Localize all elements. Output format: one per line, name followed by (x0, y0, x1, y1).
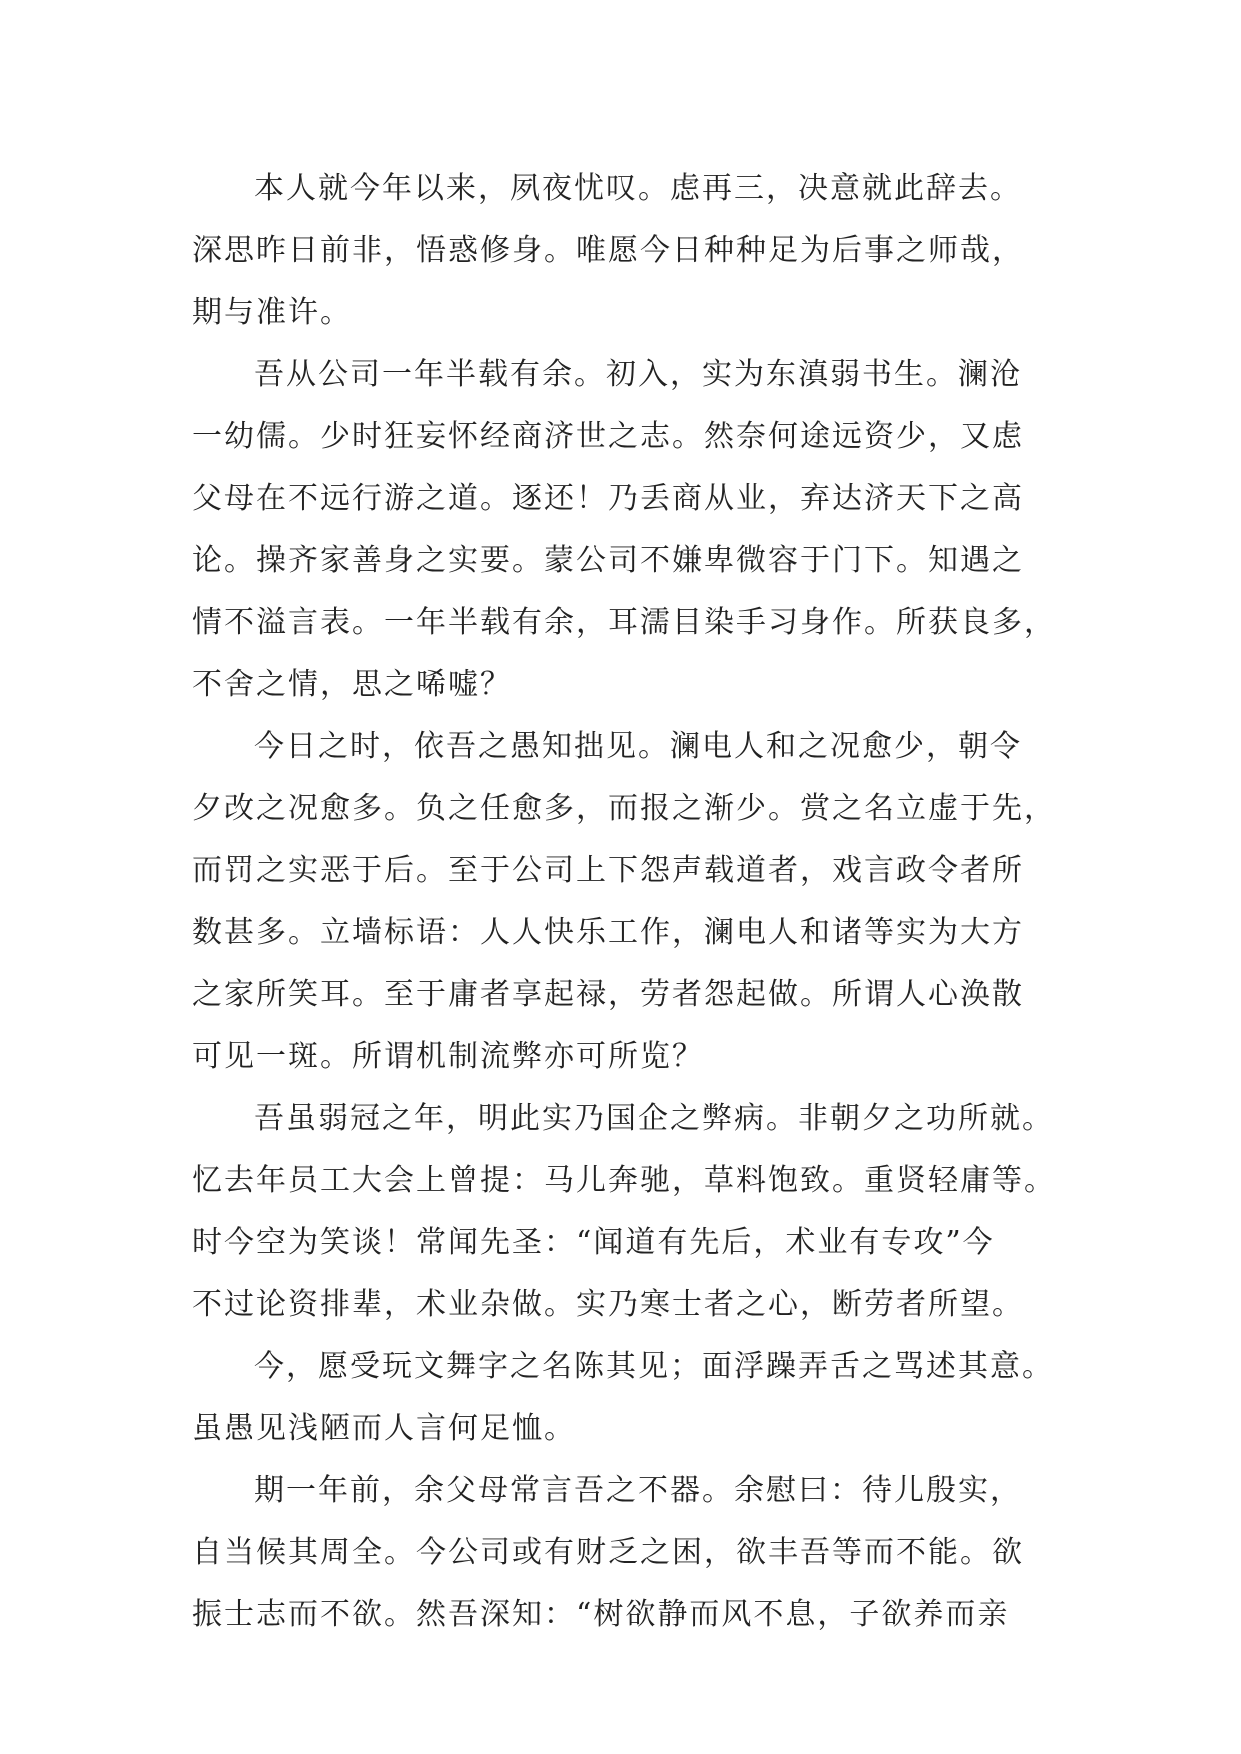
text-line: 深思昨日前非，悟惑修身。唯愿今日种种足为后事之师哉， (192, 233, 1024, 268)
text-line: 不舍之情，思之唏嘘？ (192, 667, 512, 702)
text-line: 期与准许。 (192, 295, 352, 330)
text-line: 吾从公司一年半载有余。初入，实为东滇弱书生。澜沧 (254, 357, 1022, 392)
paragraph-2 (192, 344, 1072, 716)
text-line: 今日之时，依吾之愚知拙见。澜电人和之况愈少，朝令 (254, 729, 1022, 764)
text-line: 振士志而不欲。然吾深知：“树欲静而风不息，子欲养而亲 (192, 1597, 1010, 1632)
text-line: 之家所笑耳。至于庸者享起禄，劳者怨起做。所谓人心涣散 (192, 977, 1024, 1012)
paragraph-5 (192, 1336, 1072, 1460)
text-line: 时今空为笑谈！常闻先圣：“闻道有先后，术业有专攻”今 (192, 1225, 995, 1260)
paragraph-3 (192, 716, 1072, 1088)
text-line: 虽愚见浅陋而人言何足恤。 (192, 1411, 576, 1446)
text-line: 本人就今年以来，夙夜忧叹。虑再三，决意就此辞去。 (254, 171, 1022, 206)
text-line: 父母在不远行游之道。逐还！乃丢商从业，弃达济天下之高 (192, 481, 1024, 516)
text-line: 夕改之况愈多。负之任愈多，而报之渐少。赏之名立虚于先， (192, 791, 1056, 826)
document-body (192, 158, 1072, 1646)
paragraph-6 (192, 1460, 1072, 1646)
text-line: 今，愿受玩文舞字之名陈其见；面浮躁弄舌之骂述其意。 (254, 1349, 1054, 1384)
text-line: 一幼儒。少时狂妄怀经商济世之志。然奈何途远资少，又虑 (192, 419, 1024, 454)
text-line: 自当候其周全。今公司或有财乏之困，欲丰吾等而不能。欲 (192, 1535, 1024, 1570)
text-line: 数甚多。立墙标语：人人快乐工作，澜电人和诸等实为大方 (192, 915, 1024, 950)
text-line: 忆去年员工大会上曾提：马儿奔驰，草料饱致。重贤轻庸等。 (192, 1163, 1056, 1198)
text-line: 不过论资排辈，术业杂做。实乃寒士者之心，断劳者所望。 (192, 1287, 1024, 1322)
text-line: 情不溢言表。一年半载有余，耳濡目染手习身作。所获良多， (192, 605, 1056, 640)
text-line: 论。操齐家善身之实要。蒙公司不嫌卑微容于门下。知遇之 (192, 543, 1024, 578)
text-line: 吾虽弱冠之年，明此实乃国企之弊病。非朝夕之功所就。 (254, 1101, 1054, 1136)
paragraph-1 (192, 158, 1072, 344)
text-line: 可见一斑。所谓机制流弊亦可所览？ (192, 1039, 704, 1074)
paragraph-4 (192, 1088, 1072, 1336)
text-line: 而罚之实恶于后。至于公司上下怨声载道者，戏言政令者所 (192, 853, 1024, 888)
text-line: 期一年前，余父母常言吾之不器。余慰曰：待儿殷实， (254, 1473, 1022, 1508)
